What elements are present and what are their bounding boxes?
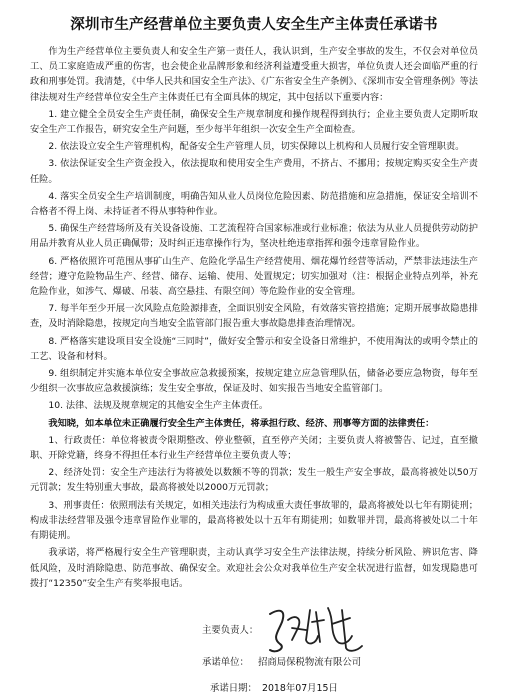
document-body [30,44,478,591]
paragraph-liability-heading: 我知晓，如本单位未正确履行安全生产主体责任，将承担行政、经济、刑事等方面的法律责任： [48,417,435,429]
paragraph-item-10: 10. 法律、法规及规章规定的其他安全生产主体责任。 [48,400,269,412]
date-value: 2018年07月15日 [262,683,338,694]
unit-label: 承诺单位： [202,657,249,668]
paragraph-item-7: 7. 每半年至少开展一次风险点危险源排查，全面识别安全风险，有效落实管控措施；定期开展事故隐患排查，及时消除隐患，按规定向当地安全监管部门报告重大事故隐患排查治理情况。 [30,303,478,330]
paragraph-item-5: 5. 确保生产经营场所及有关设备设施、工艺流程符合国家标准或行业标准；依法为从业人员提供劳动防护用品并教育从业人员正确佩带；及时纠正违章操作行为，坚决杜绝违章指挥和强令违章冒险作业。 [30,223,478,250]
date-label: 承诺日期： [210,683,257,694]
handwritten-signature [262,600,372,658]
paragraph-item-1: 1. 建立健全全员安全生产责任制，确保安全生产规章制度和操作规程得到执行；企业主要负责人定期听取安全生产工作报告，研究安全生产问题，至少每半年组织一次安全生产全面检查。 [30,108,478,136]
paragraph-item-6: 6. 严格依照许可范围从事矿山生产、危险化学品生产经营使用、烟花爆竹经营等活动，严禁非法违法生产经营；遵守危险物品生产、经营、储存、运输、使用、处置规定；切实加强对（注：根据企业特点列举，补充危险作业，如涉气、爆破、吊装、高空悬挂、有限空间）等危险作业的安全管理。 [30,255,478,298]
paragraph-item-9: 9. 组织制定并实施本单位安全事故应急救援预案，按规定建立应急管理队伍，储备必要应急物资，每年至少组织一次事故应急救援演练；发生安全事故，保证及时、如实报告当地安全监管部门。 [30,368,478,395]
paragraph-item-3: 3. 依法保证安全生产资金投入，依法提取和使用安全生产费用，不挤占、不挪用；按规定购买安全生产责任险。 [30,158,478,185]
unit-value: 招商局保税物流有限公司 [258,657,362,668]
paragraph-liability-2: 2、经济处罚：安全生产违法行为将被处以数额不等的罚款；发生一般生产安全事故，最高将被处以50万元罚款；发生特别重大事故，最高将被处以2000万元罚款； [30,467,478,494]
paragraph-liability-1: 1、行政责任：单位将被责令限期整改、停业整顿，直至停产关闭；主要负责人将被警告、记过，直至撤职、开除党籍，终身不得担任本行业生产经营单位主要负责人等； [30,434,478,462]
leader-label: 主要负责人： [202,625,259,636]
paragraph-pledge: 我承诺，将严格履行安全生产管理职责，主动认真学习安全生产法律法规，持续分析风险、辨识危害、降低风险，及时消除隐患、防范事故、确保安全。欢迎社会公众对我单位生产安全状况进行监督，如发现隐患可拨打“12350”安全生产有奖举报电话。 [30,547,478,589]
paragraph-liability-3: 3、刑事责任：依照刑法有关规定，如相关违法行为构成重大责任事故罪的，最高将被处以七年有期徒刑；构成非法经营罪及强令违章冒险作业罪的，最高将被处以十五年有期徒刑；如数罪并罚，最高将被处以二十年有期徒刑。 [30,499,478,542]
paragraph-item-4: 4. 落实全员安全生产培训制度，明确告知从业人员岗位危险因素、防范措施和应急措施，保证安全培训不合格者不得上岗、未持证者不得从事特种作业。 [30,190,478,218]
document-title: 深圳市生产经营单位主要负责人安全生产主体责任承诺书 [70,17,438,33]
paragraph-item-8: 8. 严格落实建设项目安全设施“三同时”，做好安全警示和安全设备日常维护，不使用淘汰的或明令禁止的工艺、设备和材料。 [30,335,478,362]
paragraph-item-2: 2. 依法设立安全生产管理机构，配备安全生产管理人员，切实保障以上机构和人员履行安全管理职责。 [48,141,465,153]
paragraph-intro: 作为生产经营单位主要负责人和安全生产第一责任人，我认识到，生产安全事故的发生，不仅会对单位员工、员工家庭造成严重的伤害，也会使企业品牌形象和经济利益遭受重大损害，单位负责人还会面临严重的行政和刑事处罚。我清楚，《中华人民共和国安全生产法》、《广东省安全生产条例》、《深圳市安全管理条例》等法律法规对生产经营单位安全生产主体责任已有全面具体的规定，其中包括以下重要内容： [30,46,478,103]
